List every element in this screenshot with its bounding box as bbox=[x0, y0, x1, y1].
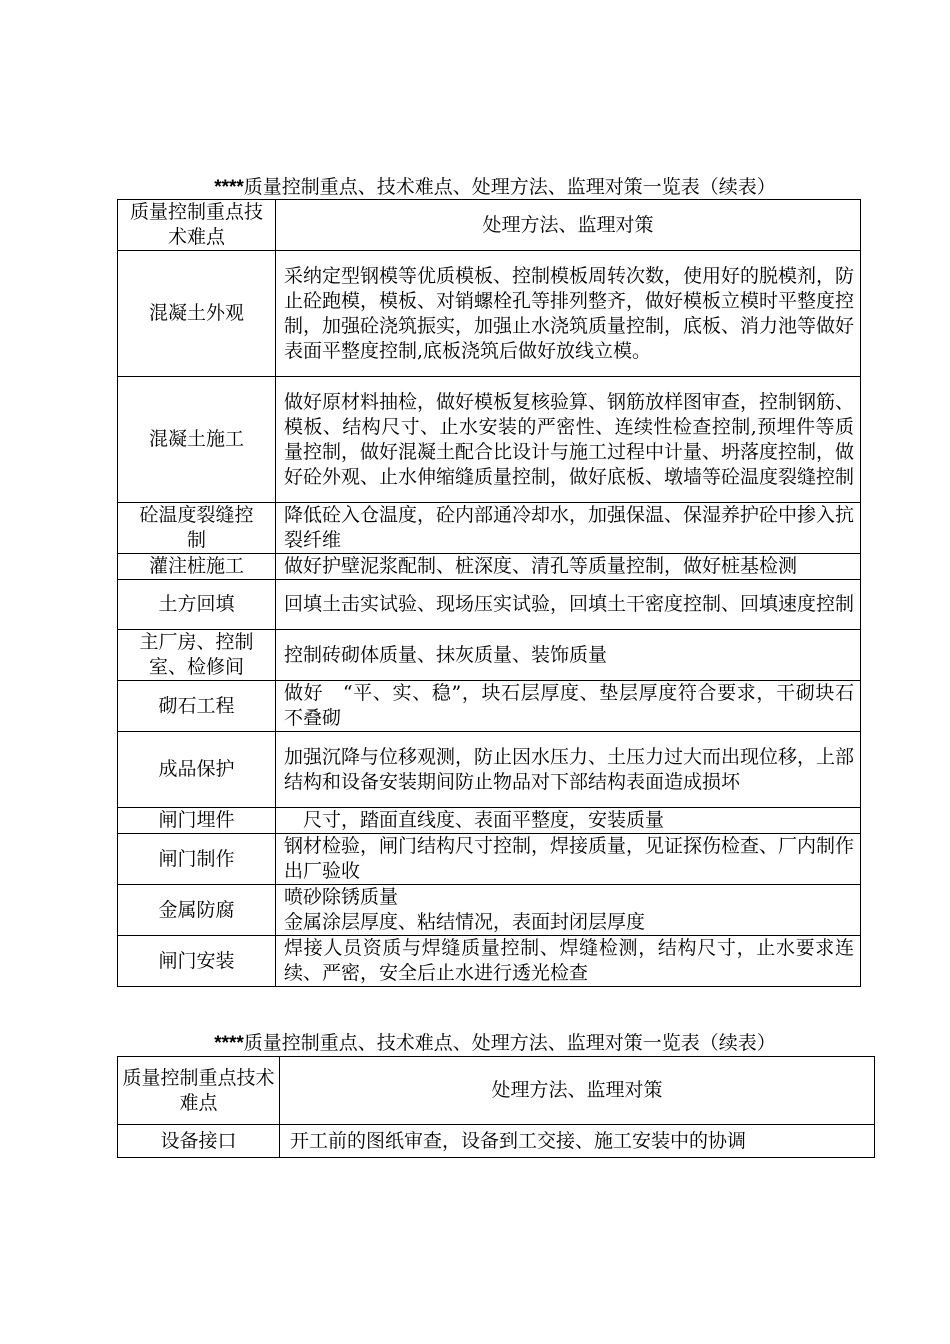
table-row-value: 做好原材料抽检，做好模板复核验算、钢筋放样图审查，控制钢筋、模板、结构尺寸、止水安装的严密性、连续性检查控制,预埋件等质量控制，做好混凝土配合比设计与施工过程中计量、坍落度控制，做好砼外观、止水伸缩缝质量控制，做好底板、墩墙等砼温度裂缝控制 bbox=[276, 377, 861, 503]
table1-title-prefix: **** bbox=[214, 177, 244, 198]
table-row-key: 主厂房、控制室、检修间 bbox=[118, 630, 276, 681]
table-row-key: 设备接口 bbox=[118, 1125, 280, 1158]
table-row bbox=[118, 630, 861, 681]
table-row-key: 土方回填 bbox=[118, 580, 276, 630]
table2-header-right: 处理方法、监理对策 bbox=[280, 1057, 875, 1125]
table-row bbox=[118, 936, 861, 987]
table-row-value: 尺寸，踏面直线度、表面平整度，安装质量 bbox=[276, 808, 861, 834]
table-row bbox=[118, 377, 861, 503]
table-row-key: 砼温度裂缝控 制 bbox=[118, 503, 276, 554]
table-row-value: 回填土击实试验、现场压实试验，回填土干密度控制、回填速度控制 bbox=[276, 580, 861, 630]
table-row-value: 做好护壁泥浆配制、桩深度、清孔等质量控制，做好桩基检测 bbox=[276, 554, 861, 580]
table-row bbox=[118, 885, 861, 936]
table1-title-text: 质量控制重点、技术难点、处理方法、监理对策一览表（续表） bbox=[243, 176, 776, 198]
table1-title bbox=[117, 176, 873, 199]
table2-header-left: 质量控制重点技术难点 bbox=[118, 1057, 280, 1125]
table2-title bbox=[117, 1032, 873, 1055]
table-row-key: 灌注桩施工 bbox=[118, 554, 276, 580]
table-row bbox=[118, 681, 861, 732]
table2 bbox=[117, 1056, 875, 1158]
table-row-value: 开工前的图纸审查，设备到工交接、施工安装中的协调 bbox=[280, 1125, 875, 1158]
table1-header-left: 质量控制重点技术难点 bbox=[118, 200, 276, 251]
table1-header-row bbox=[118, 200, 861, 251]
table2-header-row bbox=[118, 1057, 875, 1125]
table-row-value: 钢材检验，闸门结构尺寸控制，焊接质量，见证探伤检查、厂内制作出厂验收 bbox=[276, 834, 861, 885]
table-row-value: 控制砖砌体质量、抹灰质量、装饰质量 bbox=[276, 630, 861, 681]
table-row-key: 金属防腐 bbox=[118, 885, 276, 936]
table-row bbox=[118, 503, 861, 554]
table-row-value: 做好 “平、实、稳”，块石层厚度、垫层厚度符合要求，干砌块石不叠砌 bbox=[276, 681, 861, 732]
table-row-value: 降低砼入仓温度，砼内部通冷却水，加强保温、保湿养护砼中掺入抗裂纤维 bbox=[276, 503, 861, 554]
table-row-key: 闸门埋件 bbox=[118, 808, 276, 834]
table-row-value: 喷砂除锈质量 金属涂层厚度、粘结情况，表面封闭层厚度 bbox=[276, 885, 861, 936]
table-row-value: 采纳定型钢模等优质模板、控制模板周转次数，使用好的脱模剂，防止砼跑模，模板、对销螺栓孔等排列整齐，做好模板立模时平整度控制，加强砼浇筑振实，加强止水浇筑质量控制，底板、消力池等做好表面平整度控制,底板浇筑后做好放线立模。 bbox=[276, 251, 861, 377]
table-row-key: 闸门制作 bbox=[118, 834, 276, 885]
table1-header-right: 处理方法、监理对策 bbox=[276, 200, 861, 251]
table-row-key: 混凝土外观 bbox=[118, 251, 276, 377]
table2-title-text: 质量控制重点、技术难点、处理方法、监理对策一览表（续表） bbox=[243, 1032, 776, 1054]
table-row-value: 焊接人员资质与焊缝质量控制、焊缝检测，结构尺寸，止水要求连续、严密，安全后止水进行透光检查 bbox=[276, 936, 861, 987]
table-row bbox=[118, 808, 861, 834]
table-row bbox=[118, 580, 861, 630]
table1 bbox=[117, 199, 861, 987]
table-row bbox=[118, 251, 861, 377]
table2-title-prefix: **** bbox=[214, 1033, 244, 1054]
table-row-key: 成品保护 bbox=[118, 732, 276, 808]
table-row-value: 加强沉降与位移观测，防止因水压力、土压力过大而出现位移，上部结构和设备安装期间防止物品对下部结构表面造成损坏 bbox=[276, 732, 861, 808]
table-row-key: 闸门安装 bbox=[118, 936, 276, 987]
table-row-key: 砌石工程 bbox=[118, 681, 276, 732]
table-row bbox=[118, 1125, 875, 1158]
table-row bbox=[118, 554, 861, 580]
table-row bbox=[118, 732, 861, 808]
table-row-key: 混凝土施工 bbox=[118, 377, 276, 503]
table-row bbox=[118, 834, 861, 885]
